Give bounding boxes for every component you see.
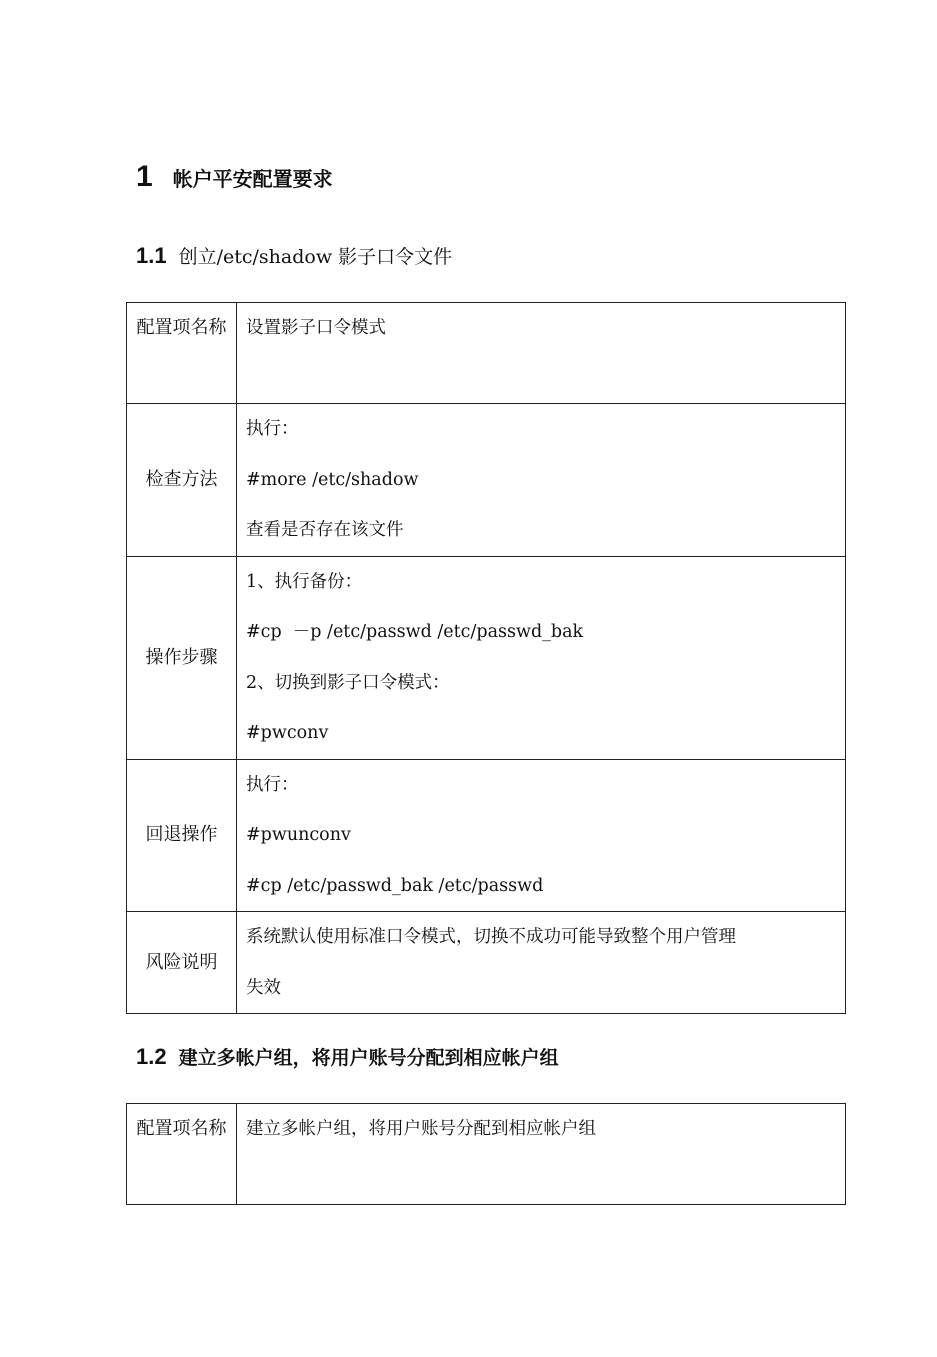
value-line: #cp －p /etc/passwd /etc/passwd_bak (246, 622, 584, 642)
value-line: 设置影子口令模式 (246, 318, 386, 338)
config-table-1-1 (126, 302, 846, 1014)
row-value (237, 556, 846, 759)
row-value (237, 912, 846, 1014)
value-line: #cp /etc/passwd_bak /etc/passwd (246, 875, 544, 896)
config-table-1-2 (126, 1103, 846, 1205)
table-row (127, 1104, 846, 1205)
row-label: 检查方法 (127, 404, 237, 557)
value-line: 建立多帐户组，将用户账号分配到相应帐户组 (246, 1119, 596, 1139)
table-row (127, 759, 846, 912)
value-line: 1、执行备份： (246, 571, 363, 592)
row-label: 配置项名称 (127, 1104, 237, 1205)
row-value (237, 759, 846, 912)
table-row (127, 404, 846, 557)
heading-1 (136, 160, 333, 194)
row-value (237, 1104, 846, 1205)
value-line: 执行： (246, 419, 299, 439)
heading-1-2 (136, 1043, 559, 1070)
value-line: #more /etc/shadow (246, 469, 419, 490)
heading-1-1 (136, 242, 452, 269)
value-line: #pwconv (246, 723, 329, 743)
value-line: 失效 (246, 977, 281, 998)
table-row (127, 556, 846, 759)
value-line: #pwunconv (246, 825, 351, 845)
table-row (127, 303, 846, 404)
row-label: 配置项名称 (127, 303, 237, 404)
heading-1-2-number: 1.2 (136, 1044, 167, 1069)
heading-1-2-title: 建立多帐户组，将用户账号分配到相应帐户组 (178, 1047, 559, 1069)
value-line: 2、切换到影子口令模式： (246, 672, 450, 693)
heading-1-1-number: 1.1 (136, 243, 167, 268)
value-line: 查看是否存在该文件 (246, 520, 404, 540)
table-row (127, 912, 846, 1014)
heading-1-number: 1 (136, 160, 153, 193)
value-line: 系统默认使用标准口令模式，切换不成功可能导致整个用户管理 (246, 927, 736, 947)
row-label: 回退操作 (127, 759, 237, 912)
heading-1-1-title: 创立/etc/shadow 影子口令文件 (178, 246, 453, 268)
row-value (237, 404, 846, 557)
row-label: 风险说明 (127, 912, 237, 1014)
heading-1-title: 帐户平安配置要求 (172, 167, 333, 191)
value-line: 执行： (246, 774, 299, 795)
row-label: 操作步骤 (127, 556, 237, 759)
row-value (237, 303, 846, 404)
